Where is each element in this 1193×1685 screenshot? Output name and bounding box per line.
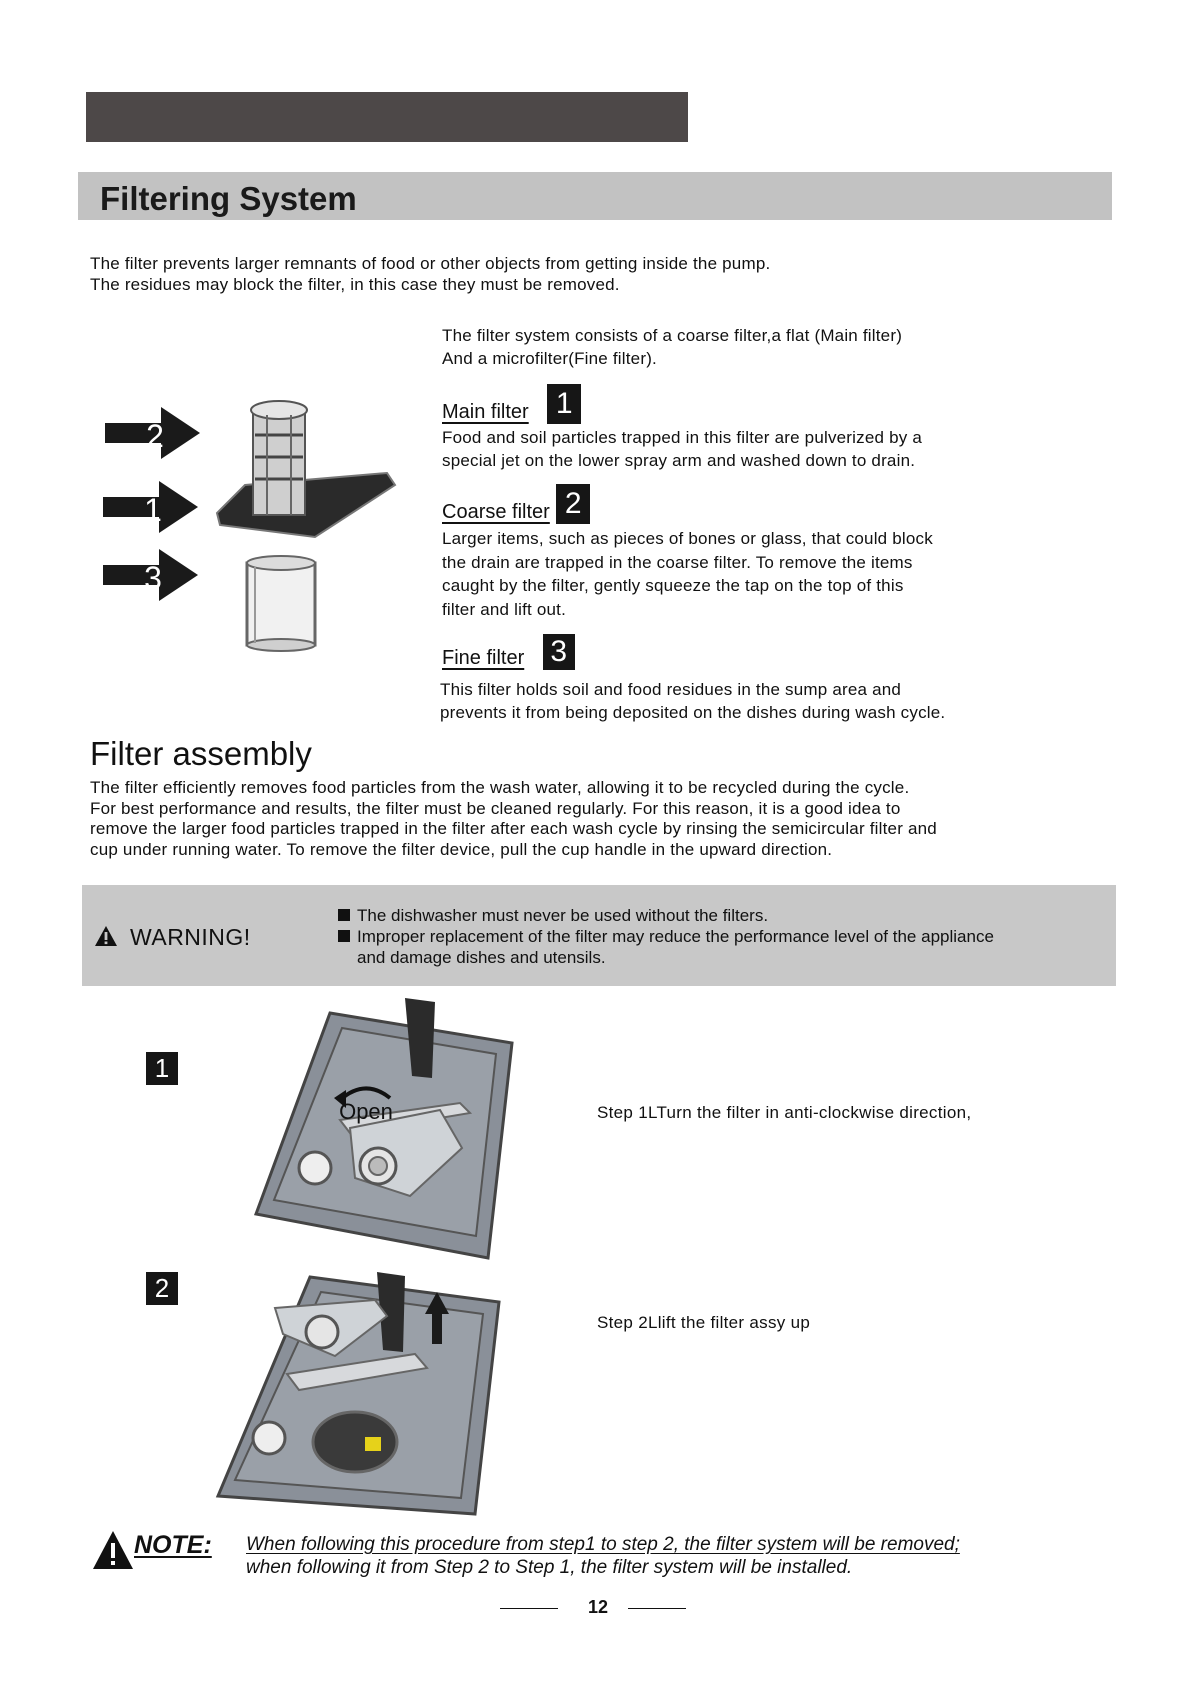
note-label: NOTE:: [134, 1531, 212, 1559]
arrow-label: 2: [146, 418, 164, 454]
arrow-icon: [105, 407, 200, 459]
warning-item-continued: and damage dishes and utensils.: [357, 948, 606, 967]
warning-title: WARNING!: [94, 924, 251, 951]
main-filter-heading: Main filter 1: [442, 384, 581, 424]
filter-figure: [95, 385, 405, 660]
step-2-text: Step 2Llift the filter assy up: [597, 1313, 811, 1332]
warning-item: Improper replacement of the filter may reduce the performance level of the appliance: [338, 926, 994, 947]
step-1-text: Step 1LTurn the filter in anti-clockwise direction,: [597, 1103, 972, 1122]
bullet-square-icon: [338, 930, 350, 942]
filter-assembly-text: The filter efficiently removes food particles from the wash water, allowing it to be recycled during the cycle. For best performance and results, the filter must be cleaned regularly. For this reason, it is a good idea to remove the larger food particles trapped in the filter after each wash cycle by rinsing the semicircular filter and cup under running water. To remove the filter device, pull the cup handle in the upward direction.: [90, 778, 937, 859]
warning-item: The dishwasher must never be used without the filters.: [338, 905, 994, 926]
warning-triangle-icon: [94, 925, 118, 947]
page-number: 12: [588, 1597, 609, 1617]
arrow-label: 1: [144, 492, 162, 528]
coarse-filter-badge: 2: [556, 484, 590, 524]
page-number-rule: [500, 1608, 558, 1609]
main-filter-text: Food and soil particles trapped in this filter are pulverized by a special jet on the lower spray arm and washed down to drain.: [442, 428, 923, 470]
step-1-filter-tray-image: [250, 998, 522, 1260]
intro-text: The filter prevents larger remnants of food or other objects from getting inside the pump. The residues may block the filter, in this case they must be removed.: [90, 254, 771, 294]
system-description: The filter system consists of a coarse filter,a flat (Main filter) And a microfilter(Fine filter).: [442, 326, 903, 368]
note-text: When following this procedure from step1 to step 2, the filter system will be removed; when following it from Step 2 to Step 1, the filter system will be installed.: [246, 1534, 960, 1578]
step-2-filter-tray-image: [215, 1272, 515, 1520]
filter-assembly-title: Filter assembly: [90, 735, 312, 772]
fine-filter-badge: 3: [543, 634, 575, 670]
arrow-icon: [103, 549, 198, 601]
bullet-square-icon: [338, 909, 350, 921]
open-label: Open: [339, 1099, 393, 1124]
warning-list: [338, 905, 994, 968]
page-number-rule: [628, 1608, 686, 1609]
section-title: Filtering System: [100, 180, 357, 217]
step-1-badge: 1: [146, 1052, 178, 1085]
header-bar: [86, 92, 688, 142]
main-filter-badge: 1: [547, 384, 581, 424]
coarse-filter-text: Larger items, such as pieces of bones or glass, that could block the drain are trapped in the coarse filter. To remove the items caught by the filter, gently squeeze the tap on the top of this filter and lift out.: [442, 529, 933, 619]
fine-filter-text: This filter holds soil and food residues in the sump area and prevents it from being deposited on the dishes during wash cycle.: [440, 680, 946, 722]
step-2-badge: 2: [146, 1272, 178, 1305]
arrow-icon: [103, 481, 198, 533]
fine-filter-icon: [247, 556, 315, 651]
note-warning-icon: [92, 1530, 134, 1570]
arrow-label: 3: [144, 560, 162, 596]
fine-filter-heading: Fine filter 3: [442, 634, 575, 670]
coarse-filter-heading: Coarse filter 2: [442, 484, 590, 524]
coarse-filter-icon: [251, 401, 307, 515]
